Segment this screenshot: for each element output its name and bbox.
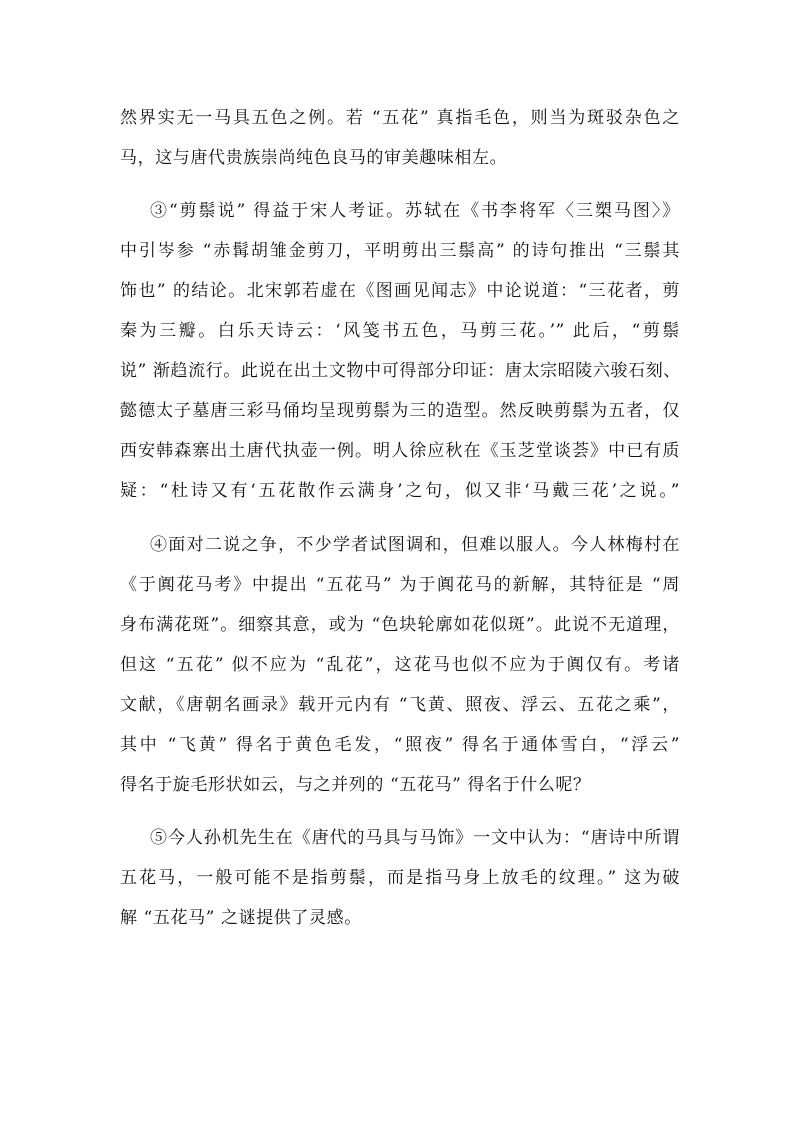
text-line: ③“剪鬃说” 得益于宋人考证。苏轼在《书李将军〈三槊马图〉》 xyxy=(150,201,680,221)
text-line: 懿德太子墓唐三彩马俑均呈现剪鬃为三的造型。然反映剪鬃为五者，仅 xyxy=(120,401,680,421)
text-line: 得名于旋毛形状如云，与之并列的 “五花马” 得名于什么呢？ xyxy=(120,775,591,795)
text-line: 但这 “五花” 似不应为 “乱花”，这花马也似不应为于阗仅有。考诸 xyxy=(120,655,680,675)
text-line: ⑤今人孙机先生在《唐代的马具与马饰》一文中认为：“唐诗中所谓 xyxy=(150,828,680,848)
text-line: 然界实无一马具五色之例。若 “五花” 真指毛色，则当为斑驳杂色之 xyxy=(120,108,680,128)
text-line: 西安韩森寨出土唐代执壶一例。明人徐应秋在《玉芝堂谈荟》中已有质 xyxy=(120,441,680,461)
text-line: ④面对二说之争，不少学者试图调和，但难以服人。今人林梅村在 xyxy=(150,535,680,555)
text-line: 秦为三瓣。白乐天诗云：‘风笺书五色，马剪三花。’” 此后，“剪鬃 xyxy=(120,321,680,341)
text-line: 《于阗花马考》中提出 “五花马” 为于阗花马的新解，其特征是 “周 xyxy=(120,575,680,595)
text-line: 身布满花斑”。细察其意，或为 “色块轮廓如花似斑”。此说不无道理， xyxy=(120,615,680,635)
text-line: 说” 渐趋流行。此说在出土文物中可得部分印证：唐太宗昭陵六骏石刻、 xyxy=(120,361,681,381)
text-line: 饰也” 的结论。北宋郭若虚在《图画见闻志》中论说道：“三花者，剪 xyxy=(120,281,680,301)
text-line: 疑：“杜诗又有‘五花散作云满身’之句，似又非‘马戴三花’之说。” xyxy=(120,481,680,501)
text-line: 中引岑参 “赤髯胡雏金剪刀，平明剪出三鬃高” 的诗句推出 “三鬃其 xyxy=(120,241,680,261)
text-line: 解 “五花马” 之谜提供了灵感。 xyxy=(120,908,362,928)
text-line: 文献，《唐朝名画录》载开元内有 “飞黄、照夜、浮云、五花之乘”， xyxy=(120,695,680,715)
text-line: 五花马，一般可能不是指剪鬃，而是指马身上放毛的纹理。” 这为破 xyxy=(120,868,680,888)
text-line: 马，这与唐代贵族崇尚纯色良马的审美趣味相左。 xyxy=(120,148,508,168)
text-line: 其中 “飞黄” 得名于黄色毛发，“照夜” 得名于通体雪白，“浮云” xyxy=(120,735,680,755)
